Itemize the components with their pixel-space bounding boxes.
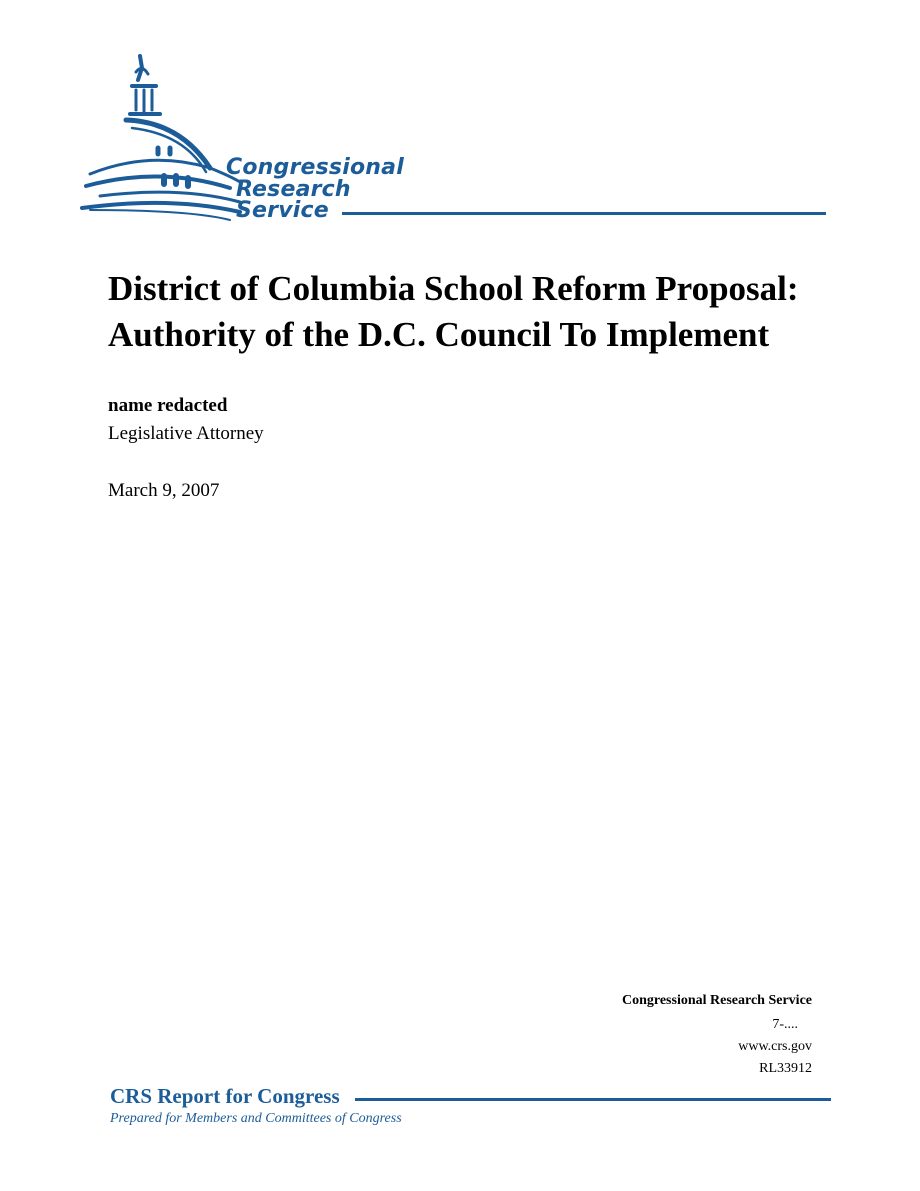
report-date: March 9, 2007 (108, 480, 220, 501)
meta-website-link[interactable]: www.crs.gov (738, 1039, 812, 1054)
author-role: Legislative Attorney (108, 423, 264, 444)
meta-report-number: RL33912 (759, 1061, 812, 1076)
crs-logo-dome-icon (80, 50, 840, 230)
footer-title: CRS Report for Congress (110, 1084, 340, 1108)
author-name: name redacted (108, 395, 228, 416)
footer-rule (355, 1098, 831, 1101)
report-title (108, 266, 868, 358)
meta-code: 7-.... (772, 1017, 798, 1032)
meta-org: Congressional Research Service (621, 993, 812, 1008)
logo-text-congressional: Congressional (226, 155, 404, 180)
report-meta (622, 990, 812, 1080)
report-title-line1: District of Columbia School Reform Proposal: (108, 269, 799, 308)
report-title-line2: Authority of the D.C. Council To Implement (108, 315, 770, 354)
logo-rule (342, 212, 826, 215)
logo-text-service: Service (236, 198, 329, 223)
logo-text-research: Research (236, 177, 351, 202)
footer-subtitle: Prepared for Members and Committees of Congress (110, 1111, 402, 1126)
